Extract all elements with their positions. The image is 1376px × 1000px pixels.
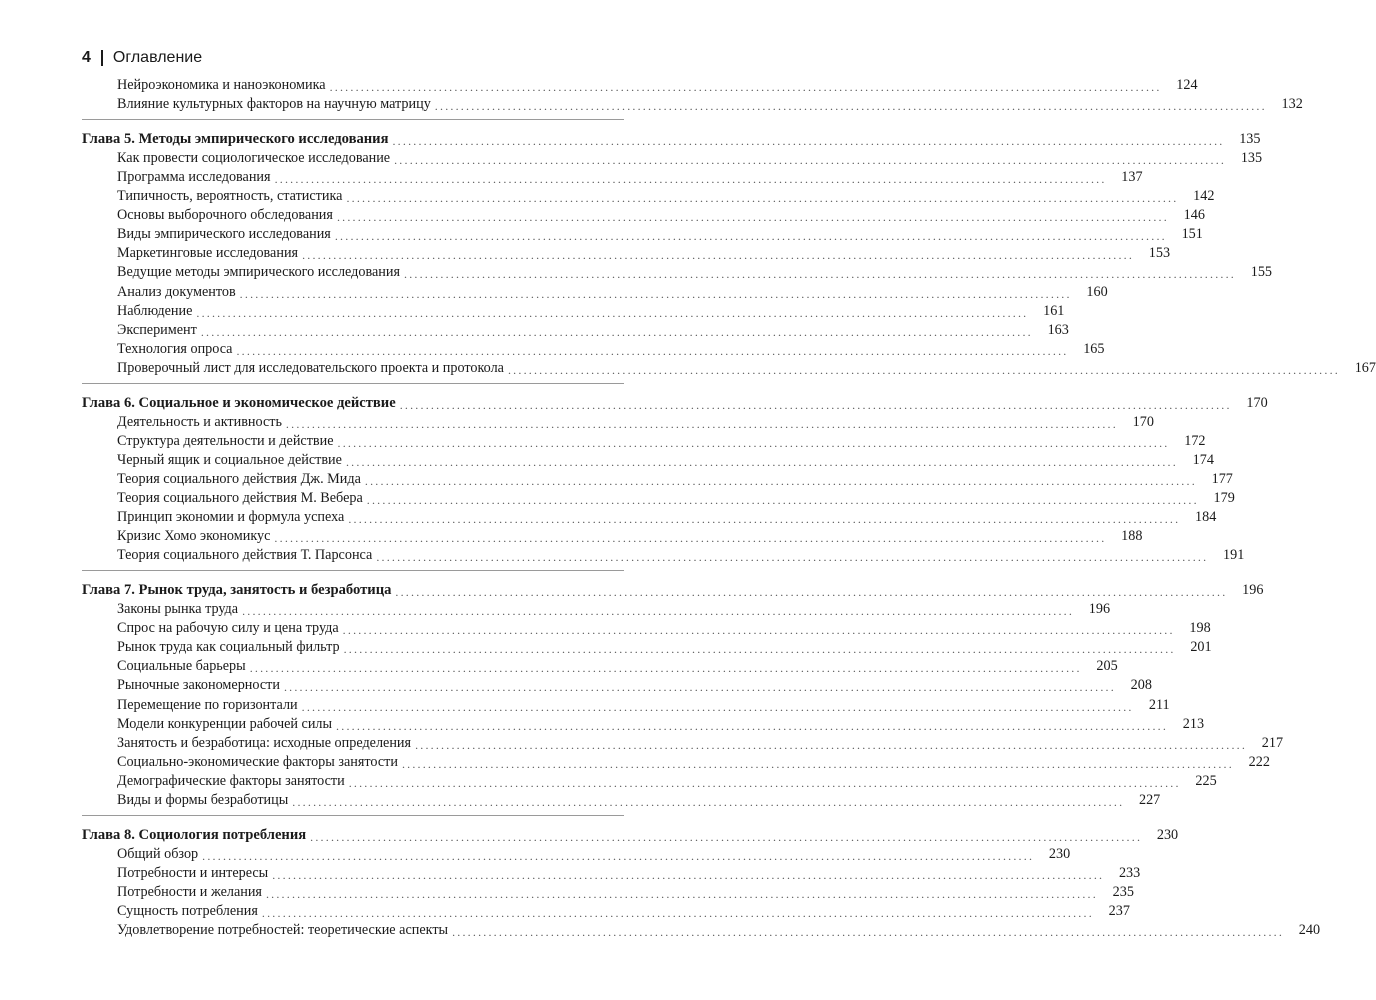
entry-title: Структура деятельности и действие — [117, 432, 334, 449]
entry-title: Основы выборочного обследования — [117, 207, 333, 224]
dot-leader: ................................................................................................................................................................ — [394, 153, 1227, 168]
dot-leader: ................................................................................................................................................................ — [345, 454, 1178, 469]
dot-leader: ................................................................................................................................................................ — [336, 718, 1169, 733]
entry-title: Рыночные закономерности — [117, 677, 280, 694]
entry-title: Кризис Хомо экономикус — [117, 528, 271, 545]
entry-title: Законы рынка труда — [117, 601, 239, 618]
entry-title: Проверочный лист для исследовательского проекта и протокола — [117, 359, 504, 376]
entry-title: Эксперимент — [117, 321, 197, 338]
dot-leader: ................................................................................................................................................................ — [342, 623, 1175, 638]
dot-leader: ................................................................................................................................................................ — [337, 435, 1170, 450]
toc-entry — [117, 300, 1065, 320]
toc-entry — [117, 674, 1152, 695]
entry-title: Удовлетворение потребностей: теоретические аспекты — [117, 922, 449, 939]
entry-title: Программа исследования — [117, 169, 271, 186]
toc-entry — [117, 338, 1105, 358]
page-ref: 132 — [1281, 96, 1303, 113]
toc-chapter — [82, 392, 1268, 412]
page-ref: 137 — [1121, 169, 1143, 186]
page-ref: 222 — [1248, 753, 1270, 770]
toc-entry — [117, 449, 1214, 469]
toc-entry — [117, 487, 1235, 507]
dot-leader: ................................................................................................................................................................ — [202, 848, 1035, 863]
dot-leader: ................................................................................................................................................................ — [434, 99, 1267, 114]
entry-title: Модели конкуренции рабочей силы — [117, 715, 333, 732]
dot-leader: ................................................................................................................................................................ — [346, 191, 1179, 206]
page-ref: 230 — [1048, 845, 1071, 862]
entry-title: Наблюдение — [117, 302, 193, 319]
chapter-title: Глава 8. Социология потребления — [82, 826, 307, 843]
page-ref: 233 — [1118, 864, 1141, 881]
page-ref: 188 — [1121, 528, 1143, 545]
page-number: 4 — [82, 49, 91, 66]
dot-leader: ................................................................................................................................................................ — [239, 286, 1072, 301]
dot-leader: ................................................................................................................................................................ — [507, 362, 1340, 377]
entry-title: Сущность потребления — [117, 903, 258, 919]
dot-leader: ................................................................................................................................................................ — [334, 229, 1167, 244]
toc-entry — [117, 900, 1130, 920]
dot-leader: ................................................................................................................................................................ — [348, 512, 1181, 527]
dot-leader: ................................................................................................................................................................ — [415, 737, 1248, 752]
page-ref: 208 — [1130, 677, 1152, 694]
toc-entry — [117, 242, 1171, 263]
toc-entry — [117, 862, 1141, 882]
page-ref: 160 — [1086, 283, 1108, 300]
header-title: Оглавление — [112, 49, 203, 66]
toc-entry — [117, 598, 1111, 619]
dot-leader: ................................................................................................................................................................ — [392, 134, 1225, 149]
toc-chapter — [82, 128, 1261, 149]
dot-leader: ................................................................................................................................................................ — [274, 172, 1107, 187]
page-ref: 142 — [1193, 188, 1215, 205]
page-ref: 184 — [1195, 509, 1217, 526]
toc-entry — [117, 881, 1134, 901]
dot-leader: ................................................................................................................................................................ — [302, 248, 1135, 263]
toc-entry — [117, 223, 1203, 244]
entry-title: Спрос на рабочую силу и цена труда — [117, 620, 339, 637]
entry-title: Ведущие методы эмпирического исследования — [117, 264, 400, 281]
toc-entry — [117, 166, 1143, 187]
entry-title: Потребности и желания — [117, 883, 262, 900]
toc-entry — [117, 506, 1217, 527]
dot-leader: ................................................................................................................................................................ — [283, 680, 1116, 695]
dot-leader: ................................................................................................................................................................ — [236, 343, 1069, 358]
entry-title: Теория социального действия Дж. Мида — [117, 470, 361, 487]
toc-chapter — [82, 579, 1264, 600]
entry-title: Принцип экономии и формула успеха — [117, 509, 345, 526]
toc-entry — [117, 544, 1245, 565]
dot-leader: ................................................................................................................................................................ — [249, 661, 1082, 676]
dot-leader: ................................................................................................................................................................ — [310, 829, 1143, 844]
entry-title: Теория социального действия М. Вебера — [117, 490, 363, 506]
section-rule — [82, 119, 624, 120]
toc-entry — [117, 713, 1205, 733]
toc-entry — [117, 74, 1198, 94]
entry-title: Технология опроса — [117, 340, 233, 357]
dot-leader: ................................................................................................................................................................ — [200, 324, 1033, 339]
page-ref: 170 — [1132, 413, 1154, 430]
page-ref: 196 — [1242, 582, 1264, 599]
entry-title: Виды эмпирического исследования — [117, 226, 331, 243]
dot-leader: ................................................................................................................................................................ — [329, 80, 1162, 94]
section-rule — [82, 383, 624, 384]
toc-entry — [117, 770, 1217, 790]
entry-title: Социальные барьеры — [117, 658, 246, 675]
toc-entry — [117, 93, 1303, 114]
chapter-title: Глава 7. Рынок труда, занятость и безработица — [82, 582, 392, 599]
dot-leader: ................................................................................................................................................................ — [404, 267, 1236, 282]
running-header — [82, 49, 202, 67]
entry-title: Нейроэкономика и наноэкономика — [117, 77, 326, 93]
page-ref: 146 — [1183, 207, 1205, 224]
page-ref: 225 — [1195, 772, 1217, 789]
toc-entry — [117, 919, 1321, 940]
page-ref: 201 — [1190, 639, 1212, 656]
toc-entry — [117, 281, 1108, 301]
page-ref: 217 — [1261, 734, 1284, 751]
dot-leader: ................................................................................................................................................................ — [261, 906, 1094, 920]
entry-title: Типичность, вероятность, статистика — [117, 188, 343, 205]
entry-title: Как провести социологическое исследование — [117, 150, 391, 167]
dot-leader: ................................................................................................................................................................ — [395, 585, 1228, 600]
page-ref: 230 — [1156, 826, 1179, 843]
toc-entry — [117, 655, 1118, 676]
entry-title: Анализ документов — [117, 283, 236, 300]
dot-leader: ................................................................................................................................................................ — [292, 794, 1125, 809]
dot-leader: ................................................................................................................................................................ — [274, 531, 1107, 546]
page-ref: 124 — [1176, 77, 1198, 93]
page-ref: 211 — [1148, 696, 1170, 713]
entry-title: Социально-экономические факторы занятости — [117, 753, 398, 770]
toc-entry — [117, 185, 1215, 206]
toc-entry — [117, 411, 1154, 431]
toc-entry — [117, 843, 1071, 863]
toc-entry — [117, 732, 1284, 752]
page-ref: 135 — [1240, 150, 1263, 167]
page-ref: 177 — [1211, 470, 1233, 487]
dot-leader: ................................................................................................................................................................ — [196, 305, 1029, 320]
toc-entry — [117, 430, 1206, 450]
page-ref: 235 — [1112, 883, 1134, 900]
dot-leader: ................................................................................................................................................................ — [301, 699, 1134, 714]
toc-entry — [117, 468, 1233, 488]
toc-entry — [117, 204, 1205, 225]
page-ref: 163 — [1047, 321, 1069, 338]
dot-leader: ................................................................................................................................................................ — [348, 775, 1181, 790]
entry-title: Перемещение по горизонтали — [117, 696, 298, 713]
toc-entry — [117, 525, 1143, 546]
entry-title: Теория социального действия Т. Парсонса — [117, 547, 373, 564]
page-ref: 237 — [1108, 903, 1130, 919]
header-divider — [101, 50, 103, 66]
toc-entry — [117, 617, 1211, 638]
toc-entry — [117, 751, 1270, 771]
page-ref: 227 — [1138, 791, 1161, 808]
dot-leader: ................................................................................................................................................................ — [366, 493, 1199, 507]
dot-leader: ................................................................................................................................................................ — [265, 886, 1098, 901]
toc-entry — [117, 147, 1263, 168]
section-rule — [82, 815, 624, 816]
dot-leader: ................................................................................................................................................................ — [242, 604, 1075, 619]
toc-chapter — [82, 824, 1179, 844]
dot-leader: ................................................................................................................................................................ — [343, 642, 1176, 657]
entry-title: Виды и формы безработицы — [117, 791, 289, 808]
dot-leader: ................................................................................................................................................................ — [272, 867, 1105, 882]
page-ref: 167 — [1354, 359, 1376, 376]
entry-title: Влияние культурных факторов на научную матрицу — [117, 96, 431, 113]
dot-leader: ................................................................................................................................................................ — [399, 397, 1232, 412]
toc-entry — [117, 357, 1376, 377]
entry-title: Занятость и безработица: исходные определения — [117, 734, 412, 751]
dot-leader: ................................................................................................................................................................ — [364, 473, 1197, 488]
entry-title: Черный ящик и социальное действие — [117, 451, 342, 468]
page-ref: 153 — [1148, 245, 1171, 262]
page-ref: 135 — [1239, 131, 1261, 148]
page-ref: 174 — [1192, 451, 1214, 468]
chapter-title: Глава 6. Социальное и экономическое действие — [82, 394, 396, 411]
page-ref: 191 — [1223, 547, 1245, 564]
dot-leader: ................................................................................................................................................................ — [336, 210, 1169, 225]
section-rule — [82, 570, 624, 571]
dot-leader: ................................................................................................................................................................ — [376, 550, 1209, 565]
page-ref: 151 — [1181, 226, 1203, 243]
dot-leader: ................................................................................................................................................................ — [401, 756, 1234, 771]
toc-entry — [117, 636, 1212, 657]
toc-entry — [117, 789, 1161, 809]
entry-title: Общий обзор — [117, 845, 199, 862]
entry-title: Деятельность и активность — [117, 413, 282, 430]
entry-title: Рынок труда как социальный фильтр — [117, 639, 340, 656]
page-ref: 165 — [1083, 340, 1105, 357]
page-ref: 240 — [1298, 922, 1321, 939]
dot-leader: ................................................................................................................................................................ — [285, 416, 1118, 431]
page-ref: 170 — [1246, 394, 1268, 411]
toc-entry — [117, 694, 1170, 714]
page-ref: 172 — [1184, 432, 1206, 449]
page-ref: 196 — [1088, 601, 1111, 618]
dot-leader: ................................................................................................................................................................ — [452, 925, 1285, 940]
page-ref: 198 — [1189, 620, 1211, 637]
page-ref: 155 — [1250, 264, 1272, 281]
page-ref: 205 — [1096, 658, 1118, 675]
page-ref: 179 — [1213, 490, 1235, 506]
toc-entry — [117, 319, 1069, 339]
entry-title: Демографические факторы занятости — [117, 772, 345, 789]
chapter-title: Глава 5. Методы эмпирического исследования — [82, 131, 389, 148]
page-ref: 161 — [1043, 302, 1065, 319]
entry-title: Маркетинговые исследования — [117, 245, 299, 262]
toc-entry — [117, 261, 1272, 282]
page-ref: 213 — [1182, 715, 1205, 732]
entry-title: Потребности и интересы — [117, 864, 269, 881]
